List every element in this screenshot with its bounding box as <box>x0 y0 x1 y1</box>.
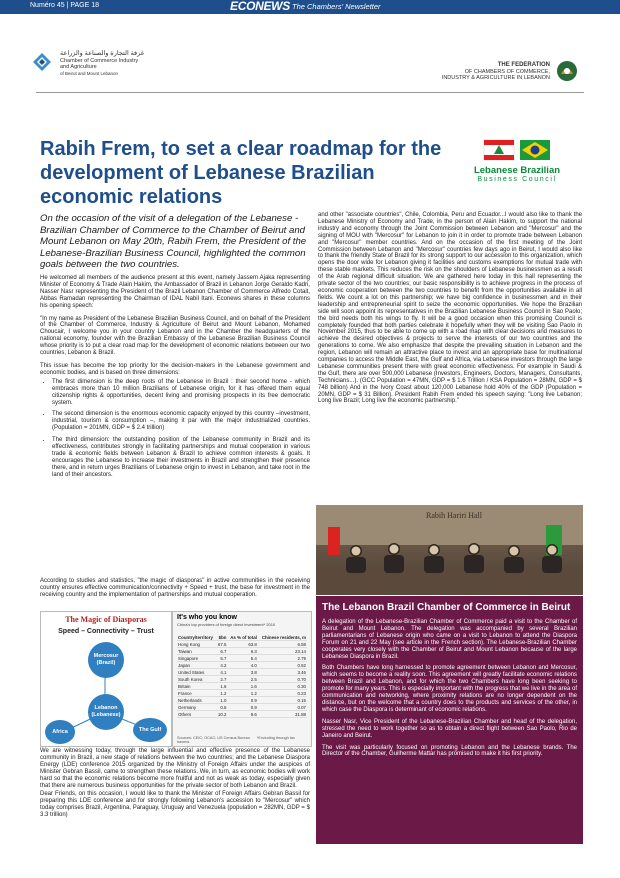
paragraph: This issue has become the top priority for the decision-makers in the Lebanese government and economic bodies, and is based on three dimensions: <box>40 362 310 376</box>
hall-banner: Rabih Hariri Hall <box>426 511 482 520</box>
diagram-node-gulf: The Gulf <box>133 718 167 742</box>
table-cell: 9.6 <box>227 711 257 718</box>
fdi-data-table <box>177 634 307 718</box>
table-heading: It's who you know <box>177 614 237 621</box>
paragraph: The visit was particularly focused on promoting Lebanon and the Lebanese brands. The Director of the Chamber, Guilherme Mattar has promised to make it his first priority. <box>322 744 577 758</box>
table-row <box>177 655 307 662</box>
list-item: • The third dimension: the outstanding position of the Lebanese community in Brazil and its effectiveness, contributes strongly in facilitating partnerships and mutual cooperation in various trade & economic fields between Lebanon & Brazil to achieve common interests & goals. It encourages the Lebanese to increase their investments in Brazil and strengthen their presence there, and in return urges Brazilians of Lebanese origin to invest in Lebanon, and take root in the land of their ancestors. <box>52 437 310 478</box>
table-cell: 63.8 <box>227 641 257 648</box>
table-cell: Others <box>177 711 216 718</box>
column-header: $bn <box>216 634 227 641</box>
table-cell: 4.0 <box>227 662 257 669</box>
header-bar <box>0 0 620 14</box>
chamber-name-line: of Beirut and Mount Lebanon <box>60 70 119 76</box>
chamber-name <box>60 51 200 77</box>
table-cell: Singapore <box>177 655 216 662</box>
table-cell: 6.3 <box>227 648 257 655</box>
table-cell: Taiwan <box>177 648 216 655</box>
diagram-title: The Magic of Diasporas <box>65 615 147 624</box>
table-cell: 0.9 <box>227 704 257 711</box>
header-divider <box>36 92 584 93</box>
paragraph: He welcomed all members of the audience present at this event, namely Jassem Ajaka representing Minister of Economy & Trade Alain Hakim, the Ambassador of Brazil in Lebanon Jorge Geraldo Kadri, Nasser Nasr representing the President of the Brazil Lebanon Chamber of Commerce Alfredo Cotait, Abbas Ramadan representing the Chairman of IDAL Nabil Itani. Econews shares in these columns his opening speech: <box>40 275 310 309</box>
diagram-node-mercosur: Mercosur (Brazil) <box>88 642 124 678</box>
table-row <box>177 690 307 697</box>
article-column-right <box>318 212 582 405</box>
table-cell: 10.2 <box>217 711 227 717</box>
paragraph: Dear Friends, on this occasion, I would like to thank the Minister of Foreign Affairs Gebran Bassil for preparing this LDE conference and for strongly following Lebanon's accession to "Mercosur" which today comprises Brazil, Argentina, Paraguay, Uruguay and Venezuela (population = 282MN, GDP = $ 3.3 trillion) <box>40 791 310 819</box>
newsletter-name: The Chambers' Newsletter <box>292 2 381 11</box>
table-cell: 1.2 <box>216 690 227 697</box>
federation-name <box>440 62 550 82</box>
paragraph: "In my name as President of the Lebanese Brazilian Business Council, and on behalf of the President of the Chamber of Commerce, Industry & Agriculture of Beirut and Mount Lebanon, Mohamed Choucair, I welcome you in your country Lebanon and in the Chamber the headquarters of the national economy, founder with the Brazilian Embassy of the Lebanese Brazilian Business Council whose priority is to put a clear road map for the development of economic relations between our two countries, Lebanon & Brazil. <box>40 315 310 357</box>
table-subheading: China's top providers of foreign direct investment* 2010 <box>177 622 276 627</box>
table-cell: 23.14 <box>258 648 307 655</box>
table-row <box>177 648 307 655</box>
chamber-logo-icon <box>32 52 52 72</box>
dimensions-list <box>40 379 310 479</box>
federation-line: OF CHAMBERS OF COMMERCE, <box>464 68 550 75</box>
table-cell: 0.30 <box>258 683 307 690</box>
federation-line: INDUSTRY & AGRICULTURE IN LEBANON <box>441 75 550 81</box>
table-cell: 3.46 <box>258 669 307 676</box>
article-intro: On the occasion of the visit of a delegation of the Lebanese - Brazilian Chamber of Commerce to the Chamber of Beirut and Mount Lebanon on May 20th, Rabih Frem, the President of the Lebanese-Brazilian Business Council, highlighted the common goals between the two countries. <box>40 213 307 270</box>
chamber-name-line: Chamber of Commerce Industry <box>60 57 139 64</box>
diaspora-diagram <box>40 611 172 747</box>
table-cell: 2.5 <box>227 676 257 683</box>
table-cell: Hong Kong <box>177 641 216 648</box>
econews-brand: ECONEWS <box>230 0 290 13</box>
chamber-visit-sidebar <box>316 596 583 844</box>
chamber-name-line: and Agriculture <box>60 64 97 70</box>
table-cell: 5.4 <box>227 655 257 662</box>
table-cell: South Korea <box>177 676 216 683</box>
paragraph: According to studies and statistics, "the magic of diasporas" in active communities in the receiving country ensures effective communication/connectivity + Speed + trust, the base for investment in the receiving country and the implementation of partnerships and mutual cooperation. <box>40 578 310 598</box>
table-source <box>177 736 307 744</box>
table-cell: 2.7 <box>216 676 227 683</box>
table-row <box>177 676 307 683</box>
flags-icon <box>482 138 552 164</box>
table-cell: Britain <box>177 683 216 690</box>
people-silhouettes-icon <box>316 535 583 595</box>
paragraph: and other "associate countries", Chile, Colombia, Peru and Ecuador...I would also like to thank the Lebanese Ministry of Economy and Trade, in the person of Alain Hakim, to support the national industry and economy through the Joint Commission between Lebanon and "Mercosur" and the signing of MOU with "Mercosur" for Lebanon to join it in order to promote trade between Lebanon and "Mercosur" member countries. And on the occasion of the first meeting of the Joint Commission between Lebanon and "Mercosur" countries few days ago in Beirut, I would also like to thank the friendly State of Brazil for its strong support to our accession to this organization, which opens the door wide for Lebanon giving it facilities and customs exemptions for mutual trade with these stable markets. This reduces the risk on the shoulders of Lebanese businessmen as a result of the Arab regional difficult situation. We are gathered here today in this hall representing the private sector of the two countries; our basic responsibility is to achieve progress in the process of economic cooperation between the two countries to benefit from the opportunities available in all fields. We count a lot on this partnership; we have big confidence in businessmen and in their leadership and entrepreneurial spirit to seize the economic opportunities. We hope the Brazilian side will soon appoint its representatives in the Brazilian Lebanese Business Council in Sao Paolo; the bird needs both his wings to fly. It will be a good occasion when this promising Council is completely founded that both parties celebrate it hopefully when they will be visiting Sao Paolo in November 2015, thus to be able to come up with a road map with clear decisions and measures to achieve the desired objectives & projects to serve the interests of our two countries and the generations to come. We also emphasize that despite the prevailing situation in Lebanon and the region, Lebanon will remain an attractive place to invest and an appropriate base for multinational companies to access the Middle East, the Gulf and Africa, via Lebanese investors through the large Lebanese communities present there with great economic effectiveness. For example in Saudi & the Gulf, there are over 500,000 Lebanese (Investors, Engineers, Doctors, Managers, Consultants, Technicians...). (GCC Population = 47MN, GDP = $ 1.6 Trillion / KSA Population = 28MN, GDP = $ 748 billion) And in the Ivory Coast about 120,000 Lebanese hold 40% of the GDP (Population = 20MN, GDP = $ 31 Billion). President Rabih Frem ended his speech saying: "Long live Lebanon; Long live Brazil; Long live the economic partnership." <box>318 212 582 405</box>
table-cell: 5.7 <box>216 655 227 662</box>
article-column-left <box>40 275 310 485</box>
fdi-table <box>172 611 312 747</box>
column-header: Country/territory <box>177 634 216 641</box>
chamber-arabic-name: غرفة التجارة والصناعة والزراعة <box>60 50 145 57</box>
paragraph: Nasser Nasr, Vice President of the Lebanese-Brazilian Chamber and head of the delegation, stressed the need to work together so as to obtain a direct flight between Sao Paolo, Rio de Janeiro and Beirut. <box>322 718 577 739</box>
table-cell: 0.70 <box>258 676 307 683</box>
lebanese-brazilian-council-logo <box>452 138 582 188</box>
table-footnote: *Excluding through tax havens <box>177 736 295 744</box>
table-cell: United States <box>177 669 216 676</box>
council-name: Lebanese Brazilian <box>473 165 561 176</box>
table-cell: Germany <box>177 704 216 711</box>
table-cell: 1.0 <box>216 697 227 704</box>
table-row <box>177 662 307 669</box>
list-item: • The second dimension is the enormous economic capacity enjoyed by this country –investment, industrial, tourism & consumption –, making it par with the major industrialized countries. (Population = 201MN, GDP = $ 2.4 trillion) <box>52 411 310 432</box>
paragraph: Both Chambers have long harnessed to promote agreement between Lebanon and Mercosur, which seems to become a reality soon. This agreement will greatly facilitate economic relations between Brazil and Lebanon, and for which the two Chambers have long been seeking to promote for many years. This is especially important with the progress that we live in the area of communication and networking, where proximity relations are no longer dependent on the distance, but on the welcome that a country does to the products and services of the other, in which case the Diaspora is determinant of economic relations. <box>322 665 577 713</box>
article-continuation <box>40 748 310 821</box>
table-row <box>177 711 307 718</box>
table-cell: 0.23 <box>258 690 307 697</box>
table-cell: Japan <box>177 662 216 669</box>
column-header: As % of total <box>227 634 257 641</box>
table-cell: 0.9 <box>227 697 257 704</box>
table-cell: 4.1 <box>216 669 227 676</box>
table-cell: 0.6 <box>216 704 227 711</box>
table-row <box>177 697 307 704</box>
diagram-node-africa: Africa <box>45 720 75 744</box>
paragraph: We are witnessing today, through the large influential and effective presence of the Lebanese community in Brazil, a new stage of relations between the two countries; and the Lebanese Diaspora Energy (LDE) conference 2015 organized by the Ministry of Foreign Affairs under the auspices of Minister Gebran Bassil, came to strengthen these relations. We, in turn, as economic bodies will work hard so that the economic relations become more fruitful and not as weak as today, especially given that there are numerous business opportunities for the private sector of both Lebanon and Brazil. <box>40 748 310 789</box>
table-row <box>177 683 307 690</box>
council-subtitle: Business Council <box>477 176 557 183</box>
table-cell: 1.6 <box>227 683 257 690</box>
diagram-node-lebanon: Lebanon (Lebanese) <box>88 694 124 730</box>
list-item: • The first dimension is the deep roots of the Lebanese in Brazil : their second home - which embraces more than 10 million Brazilians of Lebanese origin, for it has offered them equal citizenship rights & opportunities, decent living and promising prospects in its free democratic system. <box>52 379 310 407</box>
table-cell: 0.07 <box>258 704 307 711</box>
table-cell: 0.52 <box>258 662 307 669</box>
diagram-subtitle: Speed – Connectivity – Trust <box>58 628 154 635</box>
table-row <box>177 641 307 648</box>
table-cell: 1.2 <box>227 690 257 697</box>
table-cell: 6.58 <box>258 641 307 648</box>
table-cell: 2.79 <box>258 655 307 662</box>
table-cell: 1.6 <box>216 683 227 690</box>
federation-logo-icon <box>556 60 578 82</box>
table-cell: France <box>177 690 216 697</box>
table-cell: 31.88 <box>258 711 307 718</box>
table-row <box>177 704 307 711</box>
table-cell: 6.7 <box>216 648 227 655</box>
table-cell: 0.15 <box>258 697 307 704</box>
table-source-text: Sources: CEIC; OCAC; US Census Bureau <box>177 736 250 740</box>
table-cell: Netherlands <box>177 697 216 704</box>
paragraph: A delegation of the Lebanese-Brazilian Chamber of Commerce paid a visit to the Chamber of Beirut and Mount Lebanon. The delegation was accompanied by several Brazilian parliamentarians of Lebanese origin who came on a visit to Lebanon to attend the Diaspora Forum on 21 and 22 May (see article in the French section). The Lebanese-Brazilian Chamber cooperates very closely with the Chamber of Beirut and Mount Lebanon because of the large Lebanese Diaspora in Brazil. <box>322 619 577 660</box>
table-cell: 3.8 <box>227 669 257 676</box>
issue-page-label: Numéro 45 | PAGE 18 <box>30 2 99 9</box>
column-header: Chinese residents, m <box>258 634 307 641</box>
sidebar-body <box>322 619 577 763</box>
table-cell: 4.2 <box>216 662 227 669</box>
table-row <box>177 669 307 676</box>
article-title: Rabih Frem, to set a clear roadmap for the development of Lebanese Brazilian economic relations <box>40 138 442 208</box>
event-photo <box>316 505 583 595</box>
federation-title: THE FEDERATION <box>497 62 550 68</box>
sidebar-heading: The Lebanon Brazil Chamber of Commerce in Beirut <box>322 602 571 613</box>
table-cell: 67.5 <box>217 641 227 647</box>
